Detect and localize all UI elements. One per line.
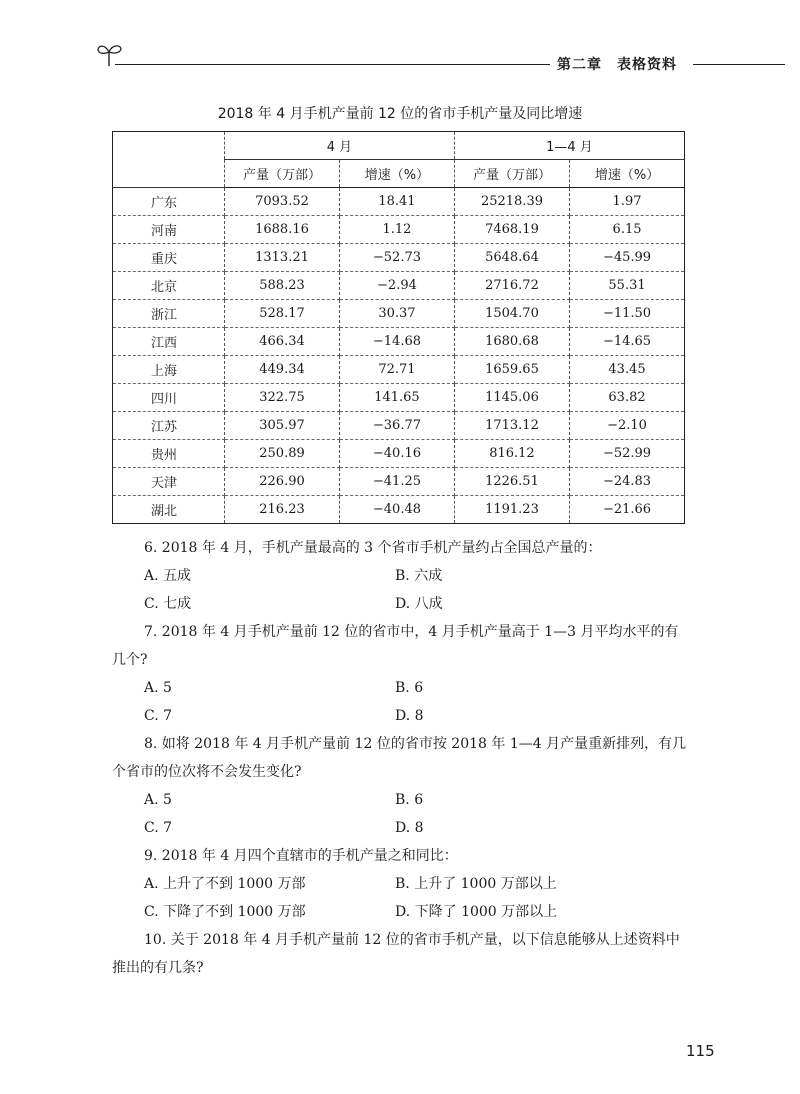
table-row xyxy=(113,328,685,356)
table-row xyxy=(113,216,685,244)
province-cell: 河南 xyxy=(113,216,225,244)
questions-section xyxy=(112,534,692,982)
table-row xyxy=(113,468,685,496)
header-rule-left xyxy=(115,64,550,65)
april-output-cell: 1313.21 xyxy=(225,244,340,272)
ytd-growth-cell: 6.15 xyxy=(570,216,685,244)
table-row xyxy=(113,188,685,216)
april-growth-cell: −14.68 xyxy=(340,328,455,356)
option-row xyxy=(112,702,692,730)
april-growth-cell: 18.41 xyxy=(340,188,455,216)
april-output-cell: 216.23 xyxy=(225,496,340,524)
header-april-output: 产量（万部） xyxy=(225,160,340,188)
ytd-output-cell: 1680.68 xyxy=(454,328,569,356)
option-row xyxy=(112,674,692,702)
header-ytd-growth: 增速（%） xyxy=(570,160,685,188)
table-title: 2018 年 4 月手机产量前 12 位的省市手机产量及同比增速 xyxy=(217,106,583,122)
answer-option[interactable]: A. 5 xyxy=(144,792,172,808)
april-growth-cell: −2.94 xyxy=(340,272,455,300)
answer-option[interactable]: A. 上升了不到 1000 万部 xyxy=(144,876,306,892)
ytd-output-cell: 1659.65 xyxy=(454,356,569,384)
april-growth-cell: 30.37 xyxy=(340,300,455,328)
province-cell: 湖北 xyxy=(113,496,225,524)
corner-cell xyxy=(113,132,225,188)
answer-option[interactable]: A. 五成 xyxy=(144,568,192,584)
april-growth-cell: −52.73 xyxy=(340,244,455,272)
april-growth-cell: −36.77 xyxy=(340,412,455,440)
answer-option[interactable]: D. 8 xyxy=(395,820,424,836)
province-cell: 重庆 xyxy=(113,244,225,272)
province-cell: 天津 xyxy=(113,468,225,496)
ytd-growth-cell: −52.99 xyxy=(570,440,685,468)
table-row xyxy=(113,244,685,272)
province-cell: 江苏 xyxy=(113,412,225,440)
ytd-growth-cell: −11.50 xyxy=(570,300,685,328)
answer-option[interactable]: C. 七成 xyxy=(144,596,192,612)
option-row xyxy=(112,870,692,898)
answer-option[interactable]: B. 6 xyxy=(395,792,424,808)
group-header-april: 4 月 xyxy=(225,132,455,160)
answer-option[interactable]: C. 7 xyxy=(144,708,173,724)
ytd-output-cell: 5648.64 xyxy=(454,244,569,272)
table-row xyxy=(113,300,685,328)
page-number: 115 xyxy=(686,1042,715,1060)
april-output-cell: 322.75 xyxy=(225,384,340,412)
answer-option[interactable]: D. 八成 xyxy=(395,596,443,612)
ytd-output-cell: 1713.12 xyxy=(454,412,569,440)
answer-option[interactable]: B. 六成 xyxy=(395,568,443,584)
table-row xyxy=(113,440,685,468)
table-row xyxy=(113,384,685,412)
april-output-cell: 528.17 xyxy=(225,300,340,328)
province-cell: 贵州 xyxy=(113,440,225,468)
ytd-growth-cell: −14.65 xyxy=(570,328,685,356)
group-header-jan-apr: 1—4 月 xyxy=(454,132,684,160)
question-text: 7. 2018 年 4 月手机产量前 12 位的省市中，4 月手机产量高于 1—3 月平均水平的有几个? xyxy=(112,624,679,668)
table-row xyxy=(113,356,685,384)
header-rule-right xyxy=(693,64,785,65)
ytd-output-cell: 1226.51 xyxy=(454,468,569,496)
april-output-cell: 588.23 xyxy=(225,272,340,300)
option-row xyxy=(112,814,692,842)
header-april-growth: 增速（%） xyxy=(340,160,455,188)
table-body xyxy=(113,188,685,524)
april-growth-cell: −40.16 xyxy=(340,440,455,468)
province-cell: 上海 xyxy=(113,356,225,384)
province-cell: 四川 xyxy=(113,384,225,412)
april-output-cell: 250.89 xyxy=(225,440,340,468)
table-row xyxy=(113,412,685,440)
answer-option[interactable]: B. 6 xyxy=(395,680,424,696)
province-cell: 浙江 xyxy=(113,300,225,328)
april-growth-cell: 141.65 xyxy=(340,384,455,412)
april-growth-cell: 72.71 xyxy=(340,356,455,384)
april-output-cell: 7093.52 xyxy=(225,188,340,216)
option-row xyxy=(112,898,692,926)
ytd-growth-cell: 55.31 xyxy=(570,272,685,300)
chapter-title: 第二章 表格资料 xyxy=(557,57,677,73)
header-ytd-output: 产量（万部） xyxy=(454,160,569,188)
ytd-output-cell: 25218.39 xyxy=(454,188,569,216)
ytd-output-cell: 7468.19 xyxy=(454,216,569,244)
april-output-cell: 466.34 xyxy=(225,328,340,356)
answer-option[interactable]: C. 7 xyxy=(144,820,173,836)
april-output-cell: 1688.16 xyxy=(225,216,340,244)
april-output-cell: 449.34 xyxy=(225,356,340,384)
april-output-cell: 305.97 xyxy=(225,412,340,440)
ytd-growth-cell: 63.82 xyxy=(570,384,685,412)
option-row xyxy=(112,562,692,590)
ytd-output-cell: 2716.72 xyxy=(454,272,569,300)
table-row xyxy=(113,496,685,524)
april-output-cell: 226.90 xyxy=(225,468,340,496)
ytd-output-cell: 1191.23 xyxy=(454,496,569,524)
april-growth-cell: −40.48 xyxy=(340,496,455,524)
question-text: 9. 2018 年 4 月四个直辖市的手机产量之和同比： xyxy=(144,848,458,864)
answer-option[interactable]: C. 下降了不到 1000 万部 xyxy=(144,904,306,920)
answer-option[interactable]: A. 5 xyxy=(144,680,172,696)
option-row xyxy=(112,786,692,814)
ytd-output-cell: 816.12 xyxy=(454,440,569,468)
question-text: 6. 2018 年 4 月，手机产量最高的 3 个省市手机产量约占全国总产量的： xyxy=(144,540,602,556)
ytd-growth-cell: −24.83 xyxy=(570,468,685,496)
option-row xyxy=(112,590,692,618)
province-cell: 北京 xyxy=(113,272,225,300)
ytd-growth-cell: 1.97 xyxy=(570,188,685,216)
answer-option[interactable]: B. 上升了 1000 万部以上 xyxy=(395,876,557,892)
question-text: 10. 关于 2018 年 4 月手机产量前 12 位的省市手机产量，以下信息能够从上述资料中推出的有几条? xyxy=(112,932,680,976)
ytd-growth-cell: 43.45 xyxy=(570,356,685,384)
table-row xyxy=(113,272,685,300)
ytd-growth-cell: −45.99 xyxy=(570,244,685,272)
province-cell: 江西 xyxy=(113,328,225,356)
ytd-output-cell: 1145.06 xyxy=(454,384,569,412)
province-cell: 广东 xyxy=(113,188,225,216)
running-header xyxy=(95,40,785,73)
question-text: 8. 如将 2018 年 4 月手机产量前 12 位的省市按 2018 年 1—4 月产量重新排列，有几个省市的位次将不会发生变化? xyxy=(112,736,687,780)
ytd-output-cell: 1504.70 xyxy=(454,300,569,328)
ytd-growth-cell: −2.10 xyxy=(570,412,685,440)
april-growth-cell: 1.12 xyxy=(340,216,455,244)
answer-option[interactable]: D. 下降了 1000 万部以上 xyxy=(395,904,558,920)
phone-output-table xyxy=(112,131,685,524)
answer-option[interactable]: D. 8 xyxy=(395,708,424,724)
april-growth-cell: −41.25 xyxy=(340,468,455,496)
ytd-growth-cell: −21.66 xyxy=(570,496,685,524)
